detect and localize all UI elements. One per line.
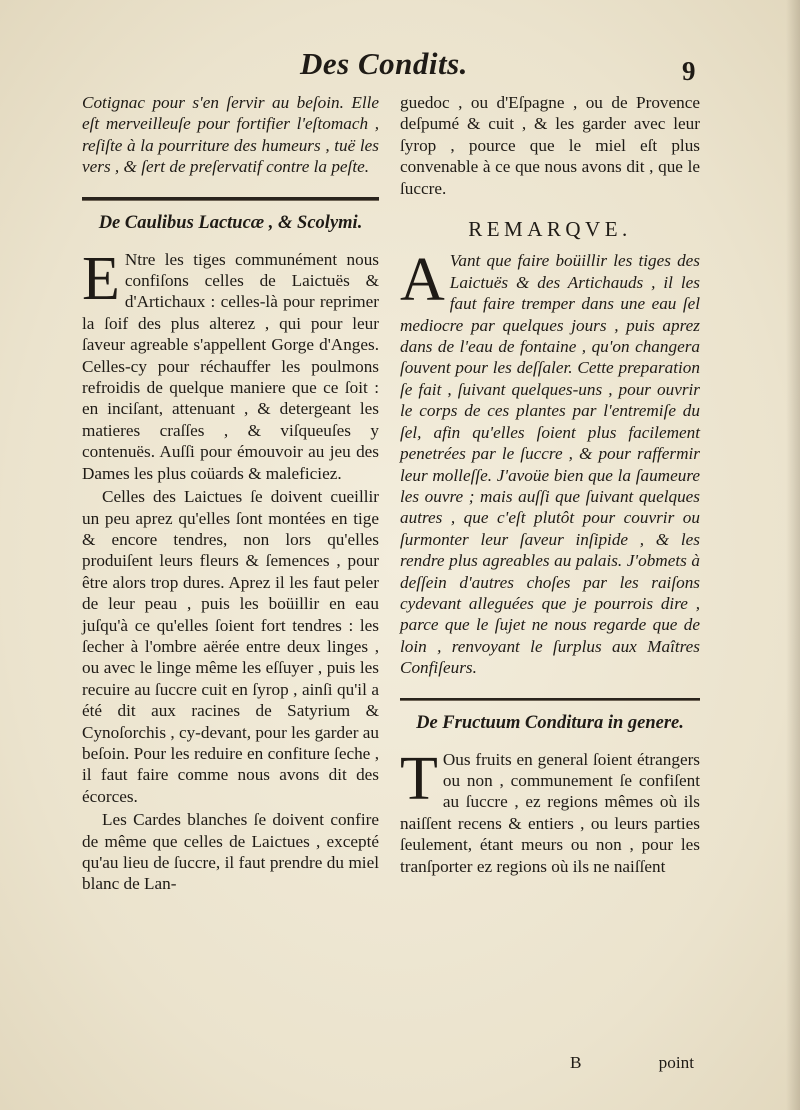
paragraph-fruits-text: Ous fruits en general ſoient étrangers ou non , communement ſe confiſent au ſuccre , ez regions mêmes où ils naiſſent recens & entiers , ou leurs parties ſeulement, étant meurs ou non , pour les tranſporter ez regions où ils ne naiſſent bbox=[400, 749, 700, 876]
section-divider bbox=[82, 197, 379, 201]
page-edge-shadow bbox=[786, 0, 800, 1110]
drop-cap-a: A bbox=[400, 246, 445, 315]
drop-cap-t: T bbox=[400, 744, 438, 813]
paragraph-entre bbox=[82, 244, 379, 484]
continuation-paragraph: guedoc , ou d'Eſpagne , ou de Provence deſpumé & cuit , & les garder avec leur ſyrop , pource que le miel eſt plus convenable à ce que nous avons dit , que le ſuccre. bbox=[400, 93, 700, 198]
section-title-caulibus: De Caulibus Lactucæ , & Scolymi. bbox=[98, 212, 363, 233]
right-column bbox=[400, 92, 700, 877]
section-title-fructuum: De Fructuum Conditura in genere. bbox=[416, 712, 684, 733]
remarque-heading: REMARQVE. bbox=[468, 217, 632, 242]
signature-mark: B bbox=[570, 1053, 582, 1072]
paragraph-laictues: Celles des Laictues ſe doivent cueillir un peu aprez qu'elles ſont montées en tige & encore tendres, non lors qu'elles produiſent leurs fleurs & ſemences , pour être alors trop dures. Aprez il les faut peler de leur peau , puis les boüillir en eau juſqu'à ce qu'elles ſoient fort tendres : les ſecher à l'ombre aërée entre deux linges , ou avec le linge même les eſſuyer , puis les recuire au ſuccre cuit en ſyrop , ainſi qu'il a été dit aux racines de Satyrium & Cynoſorchis , cy-devant, pour les garder au beſoin. Pour les reduire en confiture ſeche , il faut faire comme nous avons dit des écorces. bbox=[82, 487, 379, 806]
running-title: Des Condits. bbox=[300, 46, 468, 81]
section-divider-right bbox=[400, 698, 700, 701]
paragraph-cardes: Les Cardes blanches ſe doivent confire de même que celles de Laictues , excepté qu'au lieu de ſuccre, il faut prendre du miel blanc de Lan- bbox=[82, 810, 379, 894]
page-header bbox=[0, 46, 800, 86]
paragraph-fruits bbox=[400, 744, 700, 877]
intro-paragraph: Cotignac pour s'en ſervir au beſoin. Elle eſt merveilleuſe pour fortifier l'eſtomach , reſiſte à la pourriture des humeurs , tuë les vers , & ſert de preſervatif contre la peſte. bbox=[82, 93, 379, 177]
catchword: point bbox=[658, 1053, 694, 1072]
paragraph-entre-text: Ntre les tiges communément nous confiſons celles de Laictuës & d'Artichaux : celles-là pour reprimer la ſoif des plus alterez , qui pour leur ſaveur agreable s'appellent Gorge d'Anges. Celles-cy pour réchauffer les poulmons refroidis de quelque maniere que ce ſoit : en inciſant, attenuant , & detergeant les matieres craſſes , & viſqueuſes y contenuës. Auſſi pour émouvoir au jeu des Dames les plus coüards & maleficiez. bbox=[82, 249, 379, 483]
remarque-paragraph bbox=[400, 246, 700, 678]
remarque-text: Vant que faire boüillir les tiges des Laictuës & des Artichauds , il les faut faire tremper dans une eau ſel mediocre par quelques jours , puis aprez dans de l'eau de fontaine , qu'on changera ſouvent pour les deſſaler. Cette preparation ſe fait , ſuivant quelques-uns , pour ouvrir le corps de ces plantes par l'entremiſe du ſel, afin qu'elles ſoient plus facilement penetrées par le ſuccre , & pour raffermir leur molleſſe. J'avoüe bien que la ſaumeure les ouvre ; mais auſſi que ſuivant quelques autres , que c'eſt plutôt pour couvrir ou ſurmonter leur ſaveur inſipide , & les rendre plus agreables au palais. J'obmets à deſſein d'autres choſes par les raiſons cydevant alleguées que je pourrois dire , parce que le ſujet ne nous regarde que de loin , renvoyant le ſurplus aux Maîtres Confiſeurs. bbox=[400, 251, 700, 678]
drop-cap-e: E bbox=[82, 244, 120, 313]
page-footer bbox=[400, 1053, 700, 1075]
page-number: 9 bbox=[682, 56, 696, 86]
left-column bbox=[82, 92, 379, 895]
